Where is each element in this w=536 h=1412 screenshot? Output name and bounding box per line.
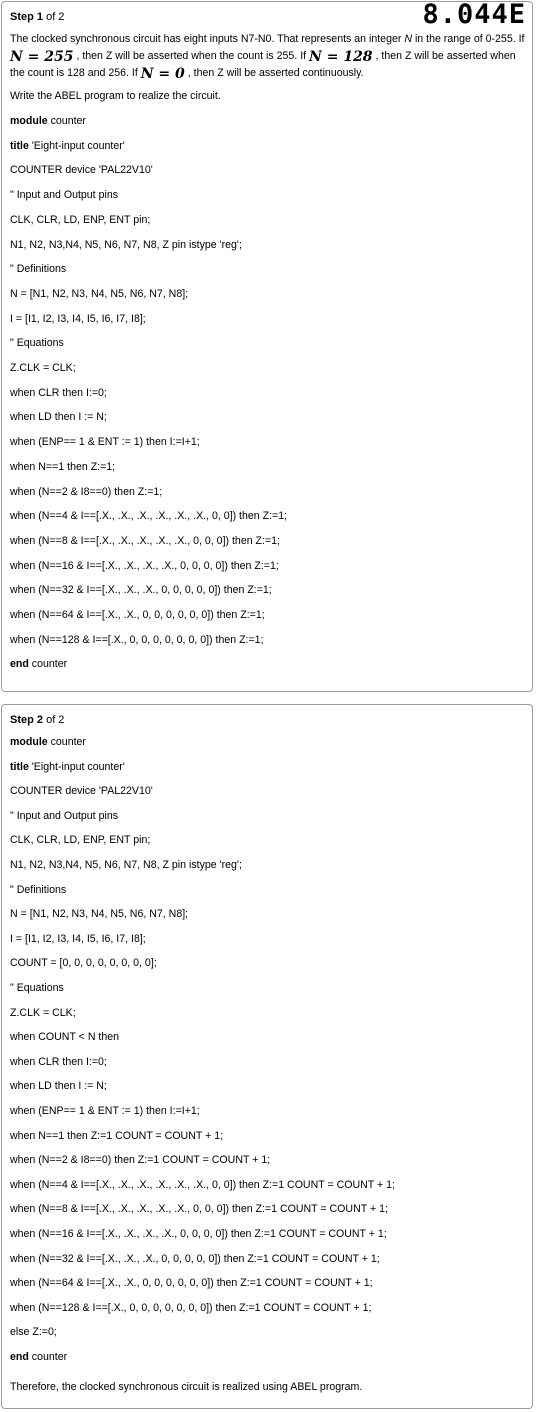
code-text: when (ENP== 1 & ENT := 1) then I:=I+1; xyxy=(10,436,200,449)
code-line xyxy=(10,982,64,994)
math-n-128: N = 128 xyxy=(309,49,373,65)
code-line xyxy=(10,239,242,251)
code-line xyxy=(10,362,76,374)
problem-id: 8.044E xyxy=(422,0,526,30)
code-text: " Equations xyxy=(10,337,64,350)
code-line xyxy=(10,337,64,349)
code-line xyxy=(10,736,86,748)
code-text: when N==1 then Z:=1 COUNT = COUNT + 1; xyxy=(10,1129,224,1142)
code-line xyxy=(10,609,265,621)
code-text: when CLR then I:=0; xyxy=(10,386,107,399)
math-n-0: N = 0 xyxy=(140,66,185,82)
code-line xyxy=(10,1031,119,1043)
code-text: when (ENP== 1 & ENT := 1) then I:=I+1; xyxy=(10,1105,200,1117)
code-line xyxy=(10,1351,67,1363)
code-line xyxy=(10,411,107,423)
code-line xyxy=(10,1105,200,1117)
code-text: counter xyxy=(47,115,86,127)
code-text: 'Eight-input counter' xyxy=(28,139,125,152)
code-text: CLK, CLR, LD, ENP, ENT pin; xyxy=(10,213,151,226)
conclusion-text: Therefore, the clocked synchronous circuit is realized using ABEL program. xyxy=(10,1381,363,1393)
code-text: Z.CLK = CLK; xyxy=(10,1006,76,1019)
code-line xyxy=(10,1302,371,1314)
code-text: when (N==128 & I==[.X., 0, 0, 0, 0, 0, 0, 0]) then Z:=1 COUNT = COUNT + 1; xyxy=(10,1301,372,1314)
code-text: when (N==128 & I==[.X., 0, 0, 0, 0, 0, 0, 0]) then Z:=1; xyxy=(10,633,264,646)
code-text: when N==1 then Z:=1; xyxy=(10,460,116,473)
code-text: when (N==32 & I==[.X., .X., .X., 0, 0, 0, 0, 0]) then Z:=1; xyxy=(10,584,272,597)
code-line xyxy=(10,1056,107,1068)
code-text: N1, N2, N3,N4, N5, N6, N7, N8, Z pin istype 'reg'; xyxy=(10,238,242,251)
code-text: Z.CLK = CLK; xyxy=(10,362,76,374)
code-text: N1, N2, N3,N4, N5, N6, N7, N8, Z pin istype 'reg'; xyxy=(10,859,242,871)
code-text: " Definitions xyxy=(10,263,67,276)
code-line xyxy=(10,560,279,572)
code-keyword: module xyxy=(10,115,48,127)
code-text: when (N==4 & I==[.X., .X., .X., .X., .X., .X., 0, 0]) then Z:=1; xyxy=(10,510,288,523)
code-line xyxy=(10,1326,57,1338)
code-line xyxy=(10,263,66,275)
code-text: " Input and Output pins xyxy=(10,189,119,202)
solution-step-2-card xyxy=(1,704,533,1409)
code-line xyxy=(10,1277,373,1289)
instruction-text: Write the ABEL program to realize the circuit. xyxy=(10,90,221,102)
code-line xyxy=(10,884,66,896)
code-text: " Definitions xyxy=(10,883,67,896)
step-2-title: Step 2 of 2 xyxy=(10,714,65,726)
code-text: " Input and Output pins xyxy=(10,809,119,822)
code-line xyxy=(10,189,118,201)
problem-statement: The clocked synchronous circuit has eight inputs N7-N0. That represents an integer N in the range of 0-255. If N = 255 , then Z will be asserted when the count is 255. If N = 128 , then Z will be asserted when the count is 128 and 256. If N = 0 , then Z will be asserted continuously. xyxy=(10,33,525,82)
code-text: N = [N1, N2, N3, N4, N5, N6, N7, N8]; xyxy=(10,908,189,921)
math-n-255: N = 255 xyxy=(10,49,74,65)
code-text: COUNTER device 'PAL22V10' xyxy=(10,785,153,798)
code-text: when (N==8 & I==[.X., .X., .X., .X., .X., 0, 0, 0]) then Z:=1; xyxy=(10,534,280,547)
code-text: N = [N1, N2, N3, N4, N5, N6, N7, N8]; xyxy=(10,287,189,300)
code-text: when CLR then I:=0; xyxy=(10,1055,107,1068)
code-text: when COUNT < N then xyxy=(10,1031,120,1044)
code-line xyxy=(10,461,115,473)
code-text: when (N==16 & I==[.X., .X., .X., .X., 0, 0, 0, 0]) then Z:=1 COUNT = COUNT + 1; xyxy=(10,1228,387,1240)
code-text: counter xyxy=(47,736,86,748)
code-line xyxy=(10,535,280,547)
code-line xyxy=(10,1080,107,1092)
code-line xyxy=(10,584,272,596)
code-keyword: title xyxy=(10,760,29,773)
code-text: when (N==64 & I==[.X., .X., 0, 0, 0, 0, 0, 0]) then Z:=1 COUNT = COUNT + 1; xyxy=(10,1277,373,1290)
code-line xyxy=(10,1130,223,1142)
code-text: else Z:=0; xyxy=(10,1326,57,1339)
code-line xyxy=(10,957,157,969)
code-text: " Equations xyxy=(10,982,64,994)
code-line xyxy=(10,785,153,797)
code-text: when (N==2 & I8==0) then Z:=1 COUNT = COUNT + 1; xyxy=(10,1154,271,1167)
code-text: I = [I1, I2, I3, I4, I5, I6, I7, I8]; xyxy=(10,932,146,945)
code-line xyxy=(10,1154,270,1166)
code-text: counter xyxy=(28,1351,68,1363)
code-line xyxy=(10,115,86,127)
code-line xyxy=(10,510,287,522)
code-line xyxy=(10,859,242,871)
code-line xyxy=(10,288,188,300)
code-line xyxy=(10,1179,395,1191)
code-keyword: module xyxy=(10,736,48,748)
code-line xyxy=(10,658,67,670)
code-text: when (N==32 & I==[.X., .X., .X., 0, 0, 0, 0, 0]) then Z:=1 COUNT = COUNT + 1; xyxy=(10,1252,380,1265)
code-line xyxy=(10,486,162,498)
code-line xyxy=(10,164,153,176)
code-line xyxy=(10,214,150,226)
code-line xyxy=(10,313,146,325)
code-line xyxy=(10,1007,76,1019)
step-1-title: Step 1 of 2 xyxy=(10,11,65,23)
code-line xyxy=(10,933,146,945)
code-text: when (N==16 & I==[.X., .X., .X., .X., 0, 0, 0, 0]) then Z:=1; xyxy=(10,559,279,572)
code-line xyxy=(10,834,150,846)
code-text: counter xyxy=(28,658,68,671)
code-line xyxy=(10,908,188,920)
code-text: when (N==4 & I==[.X., .X., .X., .X., .X., .X., 0, 0]) then Z:=1 COUNT = COUNT + 1; xyxy=(10,1178,395,1191)
code-text: 'Eight-input counter' xyxy=(28,760,125,773)
code-text: COUNT = [0, 0, 0, 0, 0, 0, 0, 0]; xyxy=(10,957,157,970)
code-keyword: end xyxy=(10,658,29,671)
code-text: when LD then I := N; xyxy=(10,1080,107,1093)
code-line xyxy=(10,1203,388,1215)
code-line xyxy=(10,1228,387,1240)
code-text: CLK, CLR, LD, ENP, ENT pin; xyxy=(10,834,151,847)
code-keyword: end xyxy=(10,1351,29,1363)
code-line xyxy=(10,1253,380,1265)
solution-step-1-card xyxy=(1,1,533,692)
code-line xyxy=(10,387,107,399)
code-line xyxy=(10,761,125,773)
code-text: when (N==64 & I==[.X., .X., 0, 0, 0, 0, 0, 0]) then Z:=1; xyxy=(10,609,265,621)
code-line xyxy=(10,810,118,822)
code-text: I = [I1, I2, I3, I4, I5, I6, I7, I8]; xyxy=(10,312,146,325)
code-text: when (N==2 & I8==0) then Z:=1; xyxy=(10,485,163,498)
code-keyword: title xyxy=(10,139,29,152)
code-line xyxy=(10,140,125,152)
code-line xyxy=(10,436,200,448)
code-line xyxy=(10,634,264,646)
code-text: when (N==8 & I==[.X., .X., .X., .X., .X., 0, 0, 0]) then Z:=1 COUNT = COUNT + 1; xyxy=(10,1203,388,1216)
code-text: COUNTER device 'PAL22V10' xyxy=(10,164,153,177)
code-text: when LD then I := N; xyxy=(10,411,107,424)
